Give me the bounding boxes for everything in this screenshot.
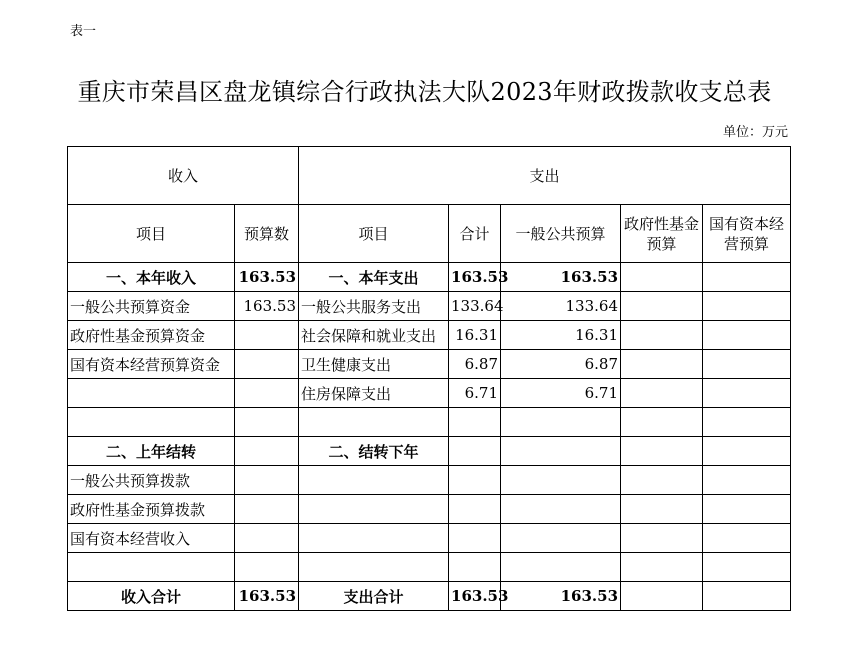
table-cell [621,553,703,582]
table-row [68,292,791,321]
table-cell [703,350,791,379]
table-cell [703,524,791,553]
table-cell [449,495,501,524]
table-cell: 一般公共预算资金 [68,292,235,321]
group-header-row [68,147,791,205]
table-cell: 6.87 [449,350,501,379]
table-cell [703,379,791,408]
table-cell: 收入合计 [68,582,235,611]
table-row [68,321,791,350]
table-cell [299,408,449,437]
table-cell [621,408,703,437]
table-row [68,263,791,292]
table-cell: 二、上年结转 [68,437,235,466]
table-cell: 163.53 [235,582,299,611]
table-cell: 一般公共预算拨款 [68,466,235,495]
table-cell: 二、结转下年 [299,437,449,466]
table-cell: 16.31 [449,321,501,350]
table-cell: 133.64 [501,292,621,321]
column-header: 项目 [68,205,235,263]
table-cell [501,466,621,495]
table-cell: 一、本年支出 [299,263,449,292]
table-cell [621,524,703,553]
table-cell [449,524,501,553]
table-cell [703,553,791,582]
table-row [68,495,791,524]
table-cell [621,466,703,495]
table-cell [621,495,703,524]
table-cell [703,408,791,437]
table-cell [299,466,449,495]
table-cell: 卫生健康支出 [299,350,449,379]
column-header: 合计 [449,205,501,263]
table-cell [621,292,703,321]
table-cell: 6.71 [449,379,501,408]
table-cell: 政府性基金预算拨款 [68,495,235,524]
table-row [68,350,791,379]
table-cell: 国有资本经营收入 [68,524,235,553]
table-cell [501,553,621,582]
table-cell [449,553,501,582]
table-cell [703,495,791,524]
table-cell [621,321,703,350]
table-cell [703,292,791,321]
table-cell [621,582,703,611]
table-cell: 一般公共服务支出 [299,292,449,321]
column-header: 项目 [299,205,449,263]
table-cell [235,466,299,495]
column-header-row [68,205,791,263]
table-cell [68,553,235,582]
table-row [68,582,791,611]
table-cell [68,408,235,437]
table-cell: 6.71 [501,379,621,408]
table-cell: 支出合计 [299,582,449,611]
table-cell [235,553,299,582]
budget-summary-table [67,146,791,611]
table-row [68,408,791,437]
table-cell: 住房保障支出 [299,379,449,408]
table-row [68,524,791,553]
table-cell [299,524,449,553]
table-cell [449,466,501,495]
table-cell [703,466,791,495]
table-cell: 国有资本经营预算资金 [68,350,235,379]
table-cell: 政府性基金预算资金 [68,321,235,350]
table-cell [703,582,791,611]
column-header: 国有资本经营预算 [703,205,791,263]
table-cell [621,263,703,292]
column-header: 政府性基金预算 [621,205,703,263]
table-cell [501,495,621,524]
table-cell [703,263,791,292]
table-cell [501,437,621,466]
table-cell: 16.31 [501,321,621,350]
table-tag: 表一 [70,24,97,39]
unit-label: 单位：万元 [722,125,788,140]
table-cell [449,408,501,437]
table-cell [621,350,703,379]
table-cell: 163.53 [501,582,621,611]
table-cell: 163.53 [235,263,299,292]
table-cell: 163.53 [235,292,299,321]
column-header: 预算数 [235,205,299,263]
column-header: 一般公共预算 [501,205,621,263]
table-cell: 163.53 [449,582,501,611]
table-cell: 6.87 [501,350,621,379]
table-cell [299,553,449,582]
table-cell [299,495,449,524]
table-cell [235,350,299,379]
table-cell: 社会保障和就业支出 [299,321,449,350]
table-cell [235,379,299,408]
table-cell [703,437,791,466]
table-cell [621,379,703,408]
table-cell: 163.53 [449,263,501,292]
table-cell [235,495,299,524]
table-cell [703,321,791,350]
table-cell [235,437,299,466]
table-cell [621,437,703,466]
table-row [68,466,791,495]
table-cell [68,379,235,408]
table-row [68,379,791,408]
table-cell [235,408,299,437]
table-cell [501,524,621,553]
table-row [68,553,791,582]
table-cell [235,524,299,553]
table-cell: 133.64 [449,292,501,321]
table-cell: 163.53 [501,263,621,292]
table-cell [449,437,501,466]
page-title: 重庆市荣昌区盘龙镇综合行政执法大队2023年财政拨款收支总表 [77,78,772,106]
income-group-header: 收入 [68,147,299,205]
table-cell: 一、本年收入 [68,263,235,292]
expense-group-header: 支出 [299,147,791,205]
table-cell [501,408,621,437]
table-row [68,437,791,466]
table-cell [235,321,299,350]
